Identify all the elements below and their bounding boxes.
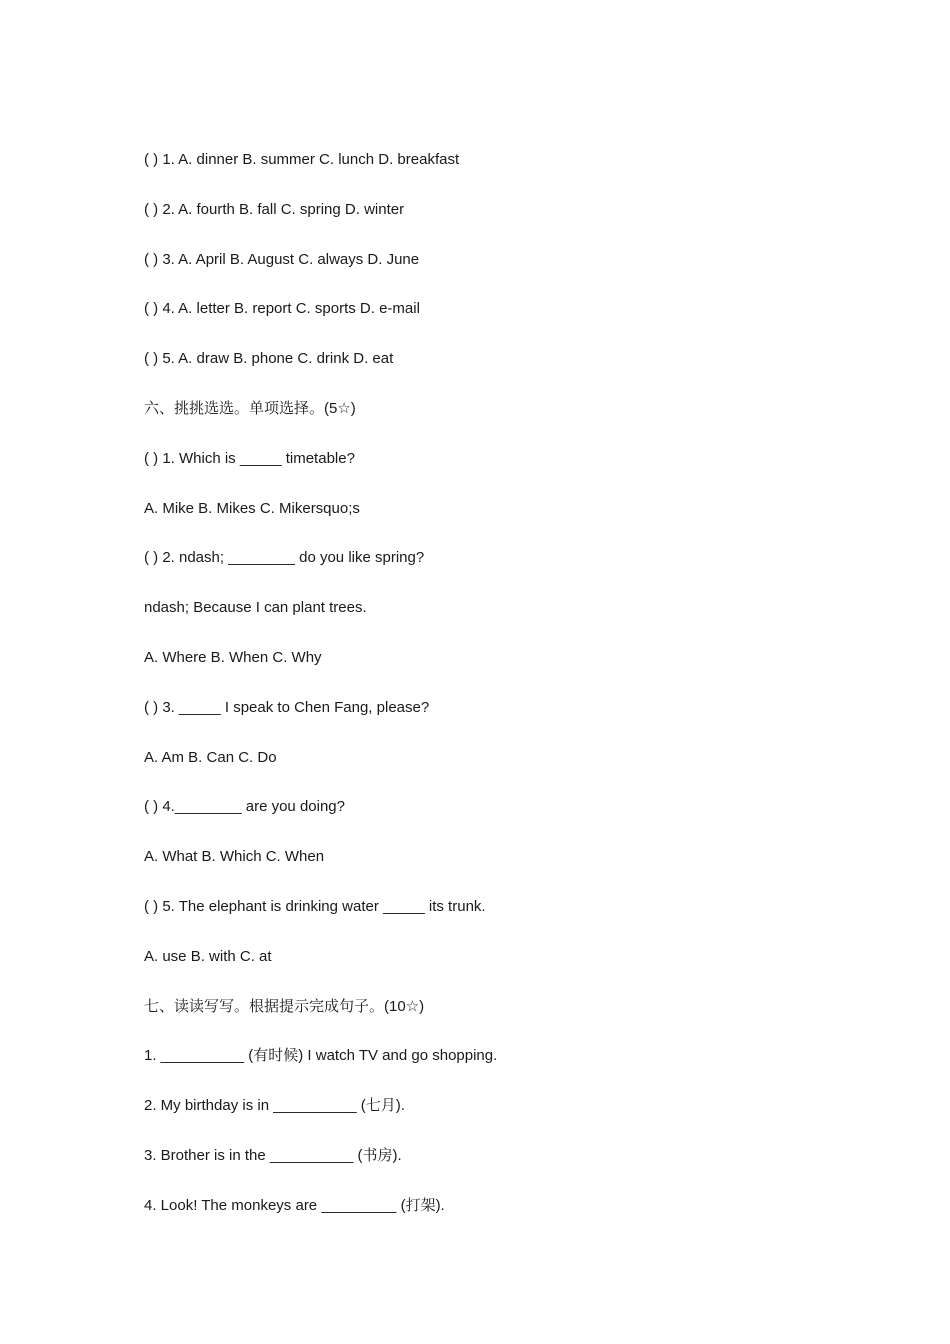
vocab-question-2: ( ) 2. A. fourth B. fall C. spring D. winter — [144, 200, 405, 218]
choice-options-1: A. Mike B. Mikes C. Mikersquo;s — [144, 499, 360, 517]
fill-sentence-4: 4. Look! The monkeys are _________ (打架). — [144, 1196, 445, 1214]
section-heading-6: 六、挑挑选选。单项选择。(5☆) — [144, 399, 356, 417]
vocab-question-1: ( ) 1. A. dinner B. summer C. lunch D. breakfast — [144, 151, 460, 168]
choice-options-5: A. use B. with C. at — [144, 947, 272, 965]
fill-sentence-1: 1. __________ (有时候) I watch TV and go shopping. — [144, 1047, 498, 1065]
fill-sentence-3: 3. Brother is in the __________ (书房). — [144, 1146, 402, 1164]
choice-options-2: A. Where B. When C. Why — [144, 648, 322, 666]
vocab-question-5: ( ) 5. A. draw B. phone C. drink D. eat — [144, 350, 394, 368]
choice-options-4: A. What B. Which C. When — [144, 848, 325, 866]
choice-question-1: ( ) 1. Which is _____ timetable? — [144, 449, 355, 467]
choice-question-2-reply: ndash; Because I can plant trees. — [144, 599, 367, 617]
choice-question-3: ( ) 3. _____ I speak to Chen Fang, please? — [144, 698, 430, 716]
question-list — [144, 147, 844, 1243]
fill-sentence-2: 2. My birthday is in __________ (七月). — [144, 1097, 405, 1115]
section-heading-7: 七、读读写写。根据提示完成句子。(10☆) — [144, 997, 425, 1015]
choice-question-5: ( ) 5. The elephant is drinking water _____ its trunk. — [144, 897, 486, 915]
choice-question-2: ( ) 2. ndash; ________ do you like spring? — [144, 549, 425, 567]
vocab-question-4: ( ) 4. A. letter B. report C. sports D. e-mail — [144, 300, 420, 318]
choice-options-3: A. Am B. Can C. Do — [144, 748, 277, 766]
vocab-question-3: ( ) 3. A. April B. August C. always D. June — [144, 250, 420, 268]
choice-question-4: ( ) 4.________ are you doing? — [144, 798, 345, 816]
